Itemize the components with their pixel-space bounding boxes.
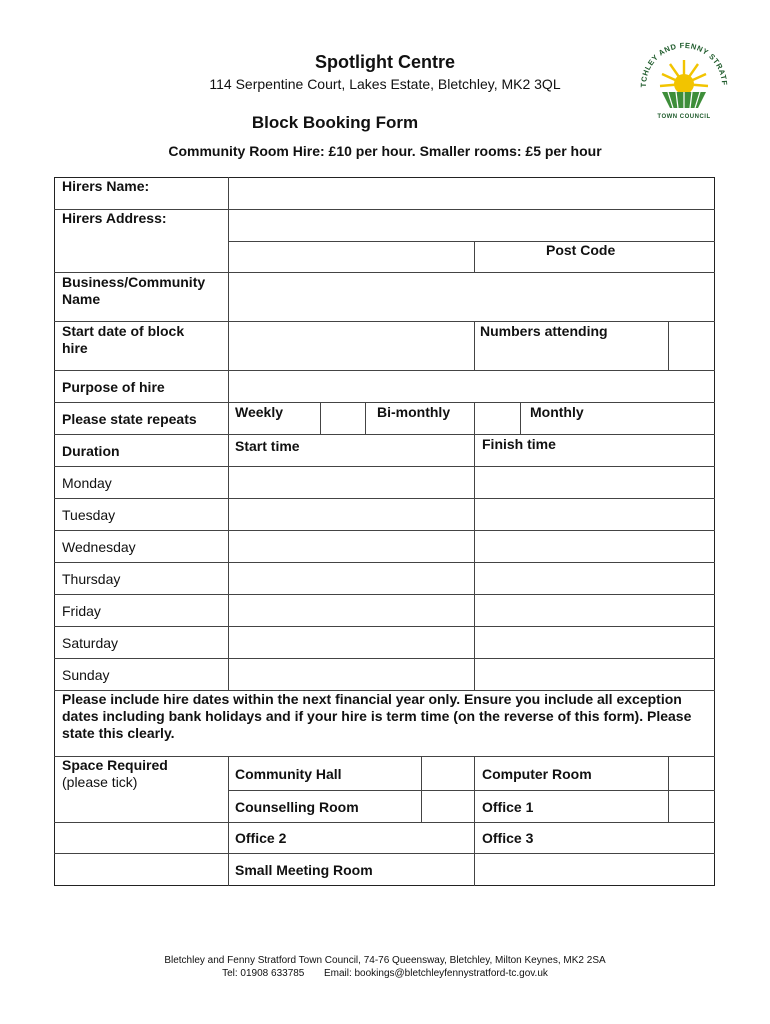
tuesday-finish-field[interactable] xyxy=(476,500,714,529)
column-divider xyxy=(365,402,366,434)
start-date-label: Start date of block hire xyxy=(62,323,185,356)
fields-icon xyxy=(662,92,706,108)
row-divider xyxy=(228,790,715,791)
office1-label: Office 1 xyxy=(482,799,534,815)
office2-label: Office 2 xyxy=(235,830,287,846)
column-divider xyxy=(474,756,475,886)
business-name-field[interactable] xyxy=(230,274,714,320)
footer-email: Email: bookings@bletchleyfennystratford-tc.gov.uk xyxy=(323,968,548,979)
tuesday-start-field[interactable] xyxy=(230,500,473,529)
row-divider xyxy=(54,562,715,563)
row-divider xyxy=(54,594,715,595)
counselling-room-label: Counselling Room xyxy=(235,799,359,815)
venue-address: 114 Serpentine Court, Lakes Estate, Bletchley, MK2 3QL xyxy=(209,76,561,92)
column-divider xyxy=(421,756,422,822)
column-divider xyxy=(320,402,321,434)
sunday-start-field[interactable] xyxy=(230,660,473,689)
footer-address: Bletchley and Fenny Stratford Town Council, 74-76 Queensway, Bletchley, Milton Keynes, MK2 2SA xyxy=(164,955,606,966)
column-divider xyxy=(474,241,475,273)
start-time-label: Start time xyxy=(235,438,300,454)
weekly-label: Weekly xyxy=(235,404,283,420)
office3-label: Office 3 xyxy=(482,830,534,846)
row-divider xyxy=(228,241,715,242)
counselling-room-checkbox[interactable] xyxy=(423,792,473,821)
column-divider xyxy=(668,321,669,370)
business-name-label: Business/Community Name xyxy=(62,274,206,307)
office2-checkbox[interactable] xyxy=(56,824,227,852)
day-thursday-label: Thursday xyxy=(62,571,121,587)
column-divider xyxy=(474,434,475,690)
hirers-name-field[interactable] xyxy=(230,179,714,208)
community-hall-label: Community Hall xyxy=(235,766,342,782)
town-council-logo xyxy=(636,34,732,124)
row-divider xyxy=(54,466,715,467)
start-date-field[interactable] xyxy=(230,323,473,369)
post-code-label: Post Code xyxy=(546,242,616,258)
friday-finish-field[interactable] xyxy=(476,596,714,625)
day-saturday-label: Saturday xyxy=(62,635,119,651)
column-divider xyxy=(228,756,229,886)
row-divider xyxy=(54,530,715,531)
hirers-address-field[interactable] xyxy=(230,211,714,240)
column-divider xyxy=(520,402,521,434)
venue-title: Spotlight Centre xyxy=(315,52,455,72)
thursday-finish-field[interactable] xyxy=(476,564,714,593)
hire-rates: Community Room Hire: £10 per hour. Smaller rooms: £5 per hour xyxy=(168,143,602,159)
day-friday-label: Friday xyxy=(62,603,101,619)
row-divider xyxy=(54,853,715,854)
community-hall-checkbox[interactable] xyxy=(423,758,473,789)
saturday-start-field[interactable] xyxy=(230,628,473,657)
hire-dates-notice: Please include hire dates within the next financial year only. Ensure you include all exception dates including bank holidays and if your hire is term time (on the reverse of this form). Please state this clearly. xyxy=(62,691,692,741)
day-sunday-label: Sunday xyxy=(62,667,110,683)
computer-room-label: Computer Room xyxy=(482,766,592,782)
purpose-label: Purpose of hire xyxy=(62,379,165,395)
row-divider xyxy=(54,402,715,403)
numbers-attending-label: Numbers attending xyxy=(480,323,608,339)
numbers-attending-field[interactable] xyxy=(670,323,714,369)
logo-sub-text: TOWN COUNCIL xyxy=(657,114,711,120)
row-divider xyxy=(54,370,715,371)
row-divider xyxy=(54,658,715,659)
monthly-checkbox[interactable] xyxy=(600,404,714,433)
office3-checkbox[interactable] xyxy=(230,824,473,852)
column-divider xyxy=(668,756,669,822)
saturday-finish-field[interactable] xyxy=(476,628,714,657)
state-repeats-label: Please state repeats xyxy=(62,411,197,427)
please-tick-label: (please tick) xyxy=(62,774,138,790)
row-divider xyxy=(54,822,715,823)
weekly-checkbox[interactable] xyxy=(322,404,364,433)
bimonthly-checkbox[interactable] xyxy=(476,404,519,433)
finish-time-label: Finish time xyxy=(482,436,556,452)
row-divider xyxy=(54,626,715,627)
row-divider xyxy=(54,498,715,499)
footer-tel: Tel: 01908 633785 xyxy=(222,968,305,979)
day-monday-label: Monday xyxy=(62,475,112,491)
day-wednesday-label: Wednesday xyxy=(62,539,136,555)
hirers-address-label: Hirers Address: xyxy=(62,210,167,226)
office1-checkbox[interactable] xyxy=(670,792,714,821)
wednesday-finish-field[interactable] xyxy=(476,532,714,561)
footer-contact xyxy=(0,968,770,979)
computer-room-checkbox[interactable] xyxy=(670,758,714,789)
purpose-field[interactable] xyxy=(230,372,714,401)
row-divider xyxy=(54,272,715,273)
monthly-label: Monthly xyxy=(530,404,584,420)
column-divider xyxy=(474,402,475,434)
row-divider xyxy=(54,434,715,435)
monday-start-field[interactable] xyxy=(230,468,473,497)
monday-finish-field[interactable] xyxy=(476,468,714,497)
bimonthly-label: Bi-monthly xyxy=(377,404,451,420)
duration-label: Duration xyxy=(62,443,120,459)
thursday-start-field[interactable] xyxy=(230,564,473,593)
logo-arc-text: TCHLEY AND FENNY STRATF xyxy=(638,40,730,88)
small-meeting-room-label: Small Meeting Room xyxy=(235,862,373,878)
small-meeting-room-checkbox[interactable] xyxy=(56,855,227,885)
space-required-label: Space Required xyxy=(62,757,168,773)
column-divider xyxy=(228,177,229,690)
hirers-address-field-2[interactable] xyxy=(230,243,473,272)
hirers-name-label: Hirers Name: xyxy=(62,178,150,194)
day-tuesday-label: Tuesday xyxy=(62,507,116,523)
form-title: Block Booking Form xyxy=(251,113,419,132)
friday-start-field[interactable] xyxy=(230,596,473,625)
column-divider xyxy=(474,321,475,370)
sun-icon xyxy=(660,60,708,94)
row-divider xyxy=(54,321,715,322)
wednesday-start-field[interactable] xyxy=(230,532,473,561)
sunday-finish-field[interactable] xyxy=(476,660,714,689)
